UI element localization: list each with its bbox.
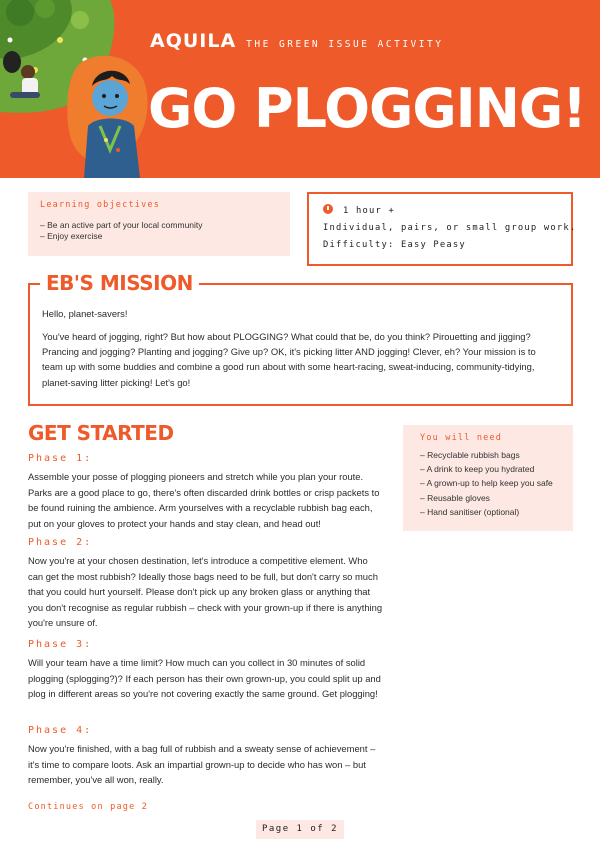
page-indicator: Page 1 of 2	[256, 820, 344, 839]
group-size-text: Individual, pairs, or small group work.	[323, 223, 577, 233]
objective-item: – Be an active part of your local community	[40, 220, 203, 230]
phase-4-text: Now you're finished, with a bag full of rubbish and a sweaty sense of achievement – it's time to compare loots. Ask an impartial grown-up to decide who has won – but remember, you've all won, really.	[28, 743, 376, 786]
difficulty-text: Difficulty: Easy Peasy	[323, 240, 466, 250]
brand-line	[150, 30, 443, 52]
phase-4-label: Phase 4:	[28, 725, 93, 736]
tagline: THE GREEN ISSUE ACTIVITY	[246, 39, 444, 50]
mission-title: EB'S MISSION	[40, 271, 199, 295]
activity-info-box	[307, 192, 577, 266]
continues-note: Continues on page 2	[28, 802, 149, 812]
objective-item: – Enjoy exercise	[40, 231, 103, 241]
mission-body: You've heard of jogging, right? But how about PLOGGING? What could that be, do you think? Pirouetting and jigging? Prancing and jogging? Planting and jogging? Give up? OK, it's picking litter AND jogging! Clever, eh? Your mission is to team up with some buddies and combine a good run about with some heart-racing, sweat-inducing, community-tidying, planet-saving litter picking! Let's go!	[42, 331, 536, 388]
need-item: – Hand sanitiser (optional)	[420, 506, 520, 517]
need-item: – A drink to keep you hydrated	[420, 464, 535, 475]
phase-3-text: Will your team have a time limit? How much can you collect in 30 minutes of solid plogging (splogging?)? If each person has their own grown-up, you could split up and plog in different areas so you're not covering exactly the same ground. Get plogging!	[28, 657, 381, 700]
clock-icon	[323, 204, 333, 214]
phase-2-text: Now you're at your chosen destination, let's introduce a competitive element. Who can get the most rubbish? Ideally those bags need to be full, but don't carry so much that you could hurt yourself. Please don't pick up any broken glass or anything that you don't recognise as regular rubbish – check with your grown-up if there is anything you're unsure of.	[28, 555, 383, 629]
need-item: – Recyclable rubbish bags	[420, 450, 520, 460]
objectives-title: Learning objectives	[40, 200, 161, 210]
duration-row	[323, 203, 557, 220]
plogging-illustration	[0, 0, 150, 178]
get-started-title: GET STARTED	[28, 421, 174, 445]
phase-1-label: Phase 1:	[28, 453, 93, 464]
phase-3-label: Phase 3:	[28, 639, 93, 650]
phase-1-text: Assemble your posse of plogging pioneers and stretch while you plan your route. Parks are a good place to go, there's often discarded drink bottles or crisp packets to be found ruining the ambience. Arm yourselves with a recyclable rubbish bag each, put on your gloves to protect your hands and stay clean, and head out!	[28, 471, 380, 529]
header-banner	[0, 0, 600, 178]
brand-logo: AQUILA	[150, 30, 237, 52]
need-item: – Reusable gloves	[420, 492, 490, 503]
learning-objectives-box	[28, 192, 290, 256]
need-item: – A grown-up to help keep you safe	[420, 478, 553, 489]
mission-box	[28, 271, 573, 406]
phase-2-label: Phase 2:	[28, 537, 93, 548]
page-title: GO PLOGGING!	[148, 77, 586, 140]
mission-greeting: Hello, planet-savers!	[42, 308, 128, 319]
you-will-need-box	[403, 425, 573, 531]
need-title: You will need	[420, 433, 503, 443]
duration-text: 1 hour +	[343, 206, 395, 216]
